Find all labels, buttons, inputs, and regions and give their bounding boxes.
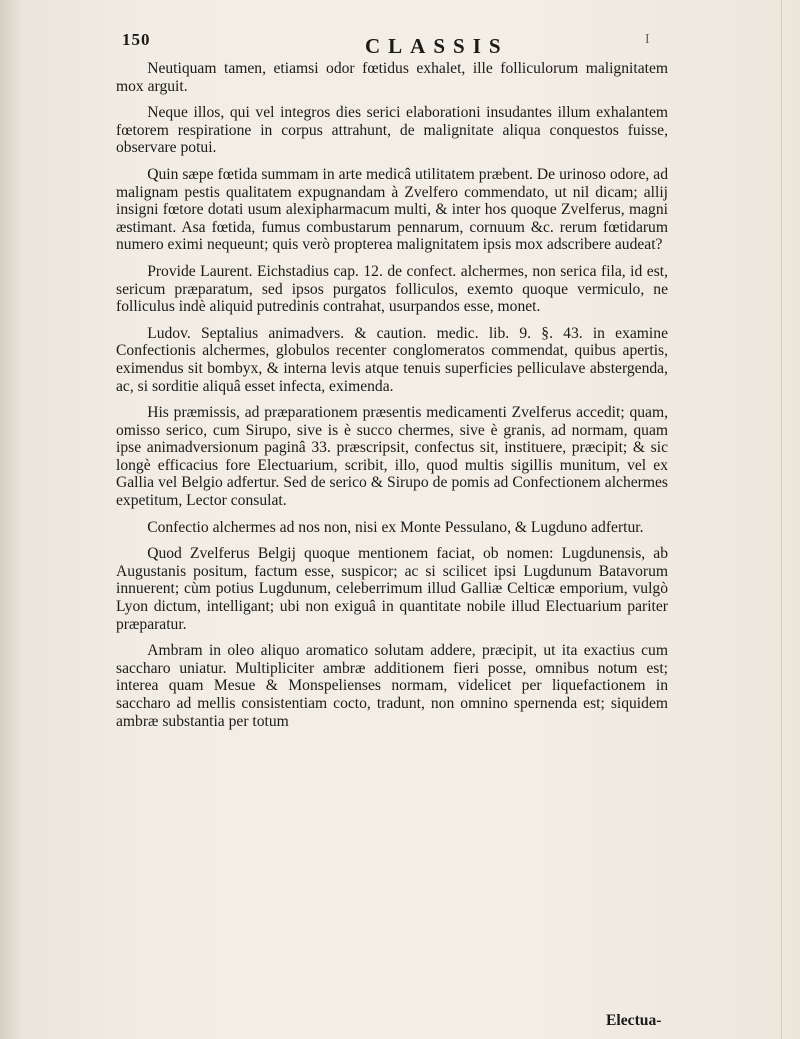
paragraph-8: Quod Zvelferus Belgij quoque mentionem faciat, ob nomen: Lugdunensis, ab Augustanis positum, factum esse, suspicor; ac si scilicet ipsi Lugdunum Batavorum innuerent; cùm potius Lugdunum, celeberrimum illud Galliæ Celticæ emporium, vulgò Lyon dictum, intelligant; ubi non exiguâ in quantitate nobile illud Electuarium pariter præparatur.	[116, 545, 668, 633]
catchword: Electua-	[606, 1012, 662, 1029]
body-text	[116, 60, 668, 730]
paragraph-7: Confectio alchermes ad nos non, nisi ex Monte Pessulano, & Lugduno adfertur.	[147, 518, 644, 536]
page-header	[0, 30, 800, 64]
page-edge	[781, 0, 782, 1039]
paragraph-3: Quin sæpe fœtida summam in arte medicâ utilitatem præbent. De urinoso odore, ad malignam pestis qualitatem expugnandam à Zvelfero commendato, ut nil dicam; allij insigni fœtore dotati usum alexipharmacum multi, & inter hos quoque Zvelferus, magni æstimant. Asa fœtida, fumus combustarum pennarum, cornuum &c. rerum fœtidarum numero eximi nequeunt; quis verò propterea malignitatem ipsis mox adscribere audeat?	[116, 165, 668, 254]
gutter-shadow	[0, 0, 22, 1039]
paragraph-2: Neque illos, qui vel integros dies serici elaborationi insudantes illum exhalantem fœtorem respiratione in corpus attrahunt, de malignitate aliqua conquestos fuisse, observare potui.	[116, 104, 668, 157]
page-number: 150	[122, 30, 151, 49]
running-head: CLASSIS	[365, 34, 509, 58]
paragraph-5: Ludov. Septalius animadvers. & caution. medic. lib. 9. §. 43. in examine Confectionis alchermes, globulos recenter conglomeratos commendat, quibus apertis, eximendus sit bombyx, & interna levis atque tenuis superficies pelliculave abstergenda, ac, si sorditie aliquâ esset infecta, eximenda.	[116, 324, 668, 395]
paragraph-4: Provide Laurent. Eichstadius cap. 12. de confect. alchermes, non serica fila, id est, sericum præparatum, sed ipsos purgatos folliculos, exemto quoque vermiculo, ne folliculus indè aliquid putredinis contrahat, usurpandos esse, monet.	[116, 262, 668, 316]
header-mark: I	[645, 32, 650, 47]
paragraph-6: His præmissis, ad præparationem præsentis medicamenti Zvelferus accedit; quam, omisso serico, cum Sirupo, sive is è succo chermes, sive è granis, ad normam, quam ipse animadversionum paginâ 33. præscripsit, confectus sit, instituere, præcipit; & sic longè efficacius fore Electuarium, scribit, illo, quod multis sigillis munitum, vel ex Gallia vel Belgio adfertur. Sed de serico & Sirupo de pomis ad Confectionem alchermes expetitum, Lector consulat.	[116, 404, 668, 510]
paragraph-9: Ambram in oleo aliquo aromatico solutam addere, præcipit, ut ita exactius cum saccharo uniatur. Multipliciter ambræ additionem fieri posse, omnibus notum est; interea quam Mesue & Monspelienses normam, videlicet per liquefactionem in saccharo ad mellis consistentiam cocto, tradunt, non omnino spernenda est; siquidem ambræ substantia per totum	[116, 642, 668, 730]
paragraph-1: Neutiquam tamen, etiamsi odor fœtidus exhalet, ille folliculorum malignitatem mox arguit.	[116, 60, 668, 95]
